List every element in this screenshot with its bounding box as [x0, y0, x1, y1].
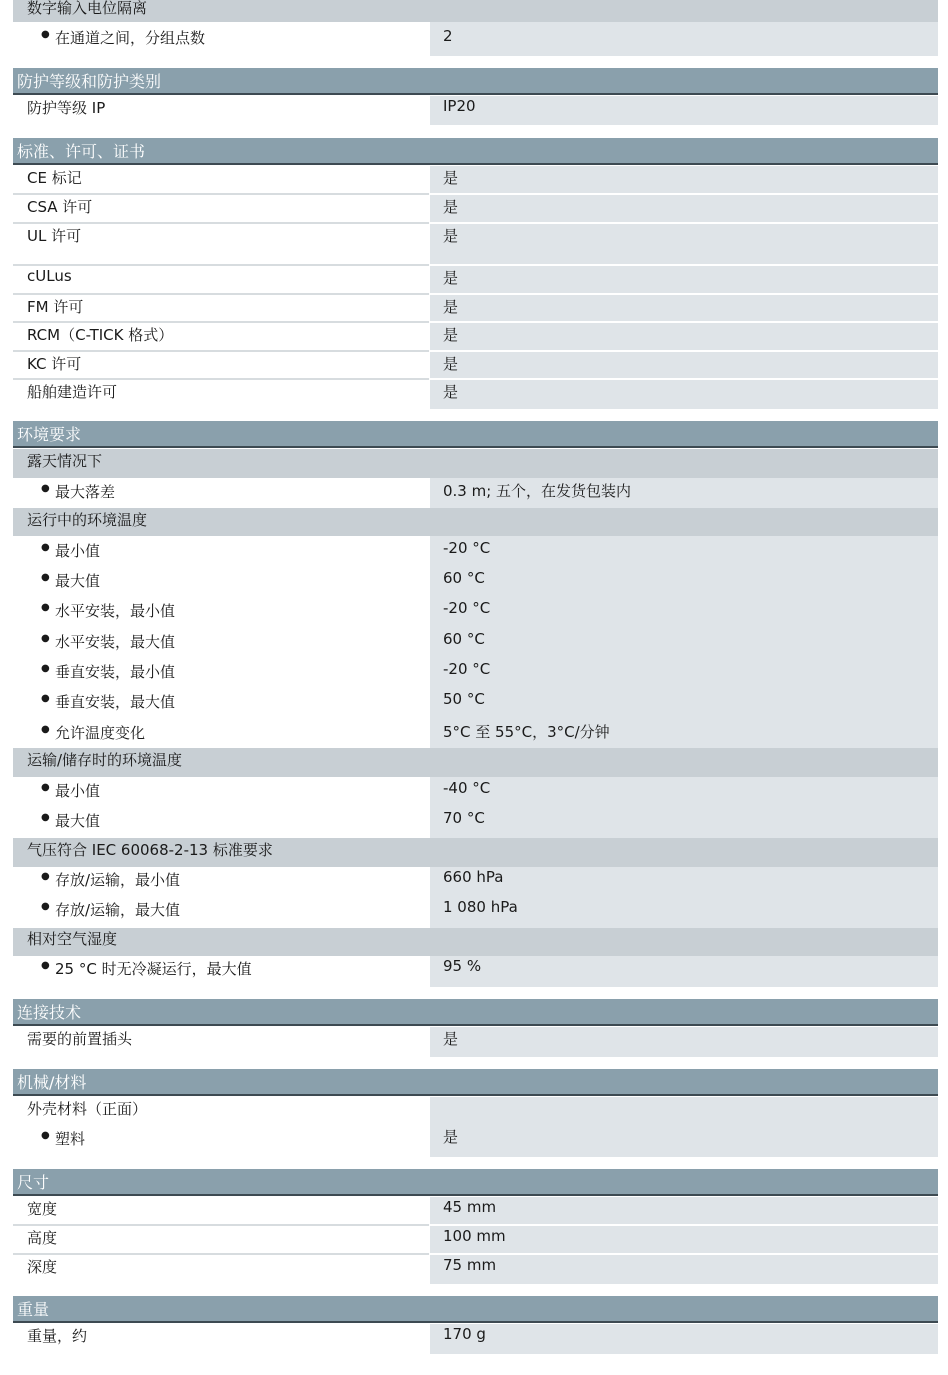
row-label: CSA 许可	[27, 198, 93, 216]
row-label: ● 在通道之间，分组点数	[55, 27, 205, 48]
row-label: ● 垂直安装，最大值	[55, 691, 175, 712]
row-label: ● 允许温度变化	[55, 722, 145, 743]
row-value: 75 mm	[443, 1256, 497, 1274]
row-label: CE 标记	[27, 169, 82, 187]
row-value: 是	[443, 1030, 459, 1048]
table-row	[13, 266, 938, 295]
row-label: ● 最大落差	[55, 481, 115, 502]
row-value: 1 080 hPa	[443, 898, 518, 916]
table-row	[13, 1255, 938, 1284]
row-value: -20 °C	[443, 599, 491, 617]
table-row	[13, 352, 938, 380]
table-row	[13, 718, 938, 748]
section-header-connection: 连接技术	[13, 999, 938, 1026]
row-value: 是	[443, 383, 459, 401]
subheader-storage-temp: 运输/储存时的环境温度	[13, 748, 938, 777]
section-header-weight: 重量	[13, 1296, 938, 1323]
table-row	[13, 224, 938, 266]
row-label: 宽度	[27, 1200, 58, 1218]
row-label: ● 25 °C 时无冷凝运行，最大值	[55, 958, 252, 979]
row-value: 660 hPa	[443, 868, 504, 886]
subheader-pressure: 气压符合 IEC 60068-2-13 标准要求	[13, 838, 938, 867]
table-row	[13, 478, 938, 508]
subheader-open-air: 露天情况下	[13, 449, 938, 478]
row-value: 2	[443, 27, 453, 45]
row-value: -40 °C	[443, 779, 491, 797]
row-label: ● 存放/运输，最小值	[55, 869, 180, 890]
table-row	[13, 96, 938, 125]
subheader-operating-temp: 运行中的环境温度	[13, 508, 938, 536]
row-value: 是	[443, 198, 459, 216]
row-value: 是	[443, 298, 459, 316]
subheader-humidity: 相对空气湿度	[13, 928, 938, 956]
row-value: 是	[443, 169, 459, 187]
table-row	[13, 195, 938, 224]
row-value: 是	[443, 269, 459, 287]
row-label: UL 许可	[27, 227, 82, 245]
row-value: -20 °C	[443, 539, 491, 557]
row-value: 是	[443, 227, 459, 245]
row-label: cULus	[27, 267, 72, 285]
row-label: ● 水平安装，最大值	[55, 631, 175, 652]
row-value: 是	[443, 326, 459, 344]
table-row	[13, 323, 938, 352]
table-row	[13, 380, 938, 409]
row-value: 60 °C	[443, 630, 485, 648]
table-row	[13, 627, 938, 657]
row-label: 防护等级 IP	[27, 99, 106, 117]
row-label: ● 最小值	[55, 540, 100, 561]
row-value: -20 °C	[443, 660, 491, 678]
row-value: 45 mm	[443, 1198, 497, 1216]
row-label: 深度	[27, 1258, 58, 1276]
section-header-protection: 防护等级和防护类别	[13, 68, 938, 95]
row-label: ● 最小值	[55, 780, 100, 801]
row-label: FM 许可	[27, 298, 84, 316]
table-row	[13, 657, 938, 687]
row-label: ● 水平安装，最小值	[55, 600, 175, 621]
housing-material-label: 外壳材料（正面）	[27, 1100, 148, 1118]
table-row	[13, 566, 938, 596]
table-row	[13, 1324, 938, 1354]
row-label: KC 许可	[27, 355, 82, 373]
table-row	[13, 536, 938, 566]
row-value: 5°C 至 55°C，3°C/分钟	[443, 723, 610, 741]
row-label: RCM（C-TICK 格式）	[27, 326, 174, 344]
row-value: 是	[443, 1128, 459, 1146]
row-value: 0.3 m; 五个，在发货包装内	[443, 482, 632, 500]
row-value: 是	[443, 355, 459, 373]
table-row	[13, 777, 938, 807]
row-label: 需要的前置插头	[27, 1030, 133, 1048]
row-label: ● 最大值	[55, 570, 100, 591]
row-label: ● 塑料	[55, 1128, 85, 1149]
section-header-environment: 环境要求	[13, 421, 938, 448]
row-label: ● 存放/运输，最大值	[55, 899, 180, 920]
table-row	[13, 295, 938, 323]
row-label: 重量，约	[27, 1327, 88, 1345]
table-row	[13, 867, 938, 897]
table-row	[13, 897, 938, 928]
isolation-subheader: 数字输入电位隔离	[13, 0, 938, 22]
row-value: 100 mm	[443, 1227, 506, 1245]
row-label: ● 最大值	[55, 810, 100, 831]
row-value: 60 °C	[443, 569, 485, 587]
table-row	[13, 166, 938, 195]
table-row	[13, 1197, 938, 1226]
table-row	[13, 596, 938, 627]
table-row	[13, 687, 938, 718]
section-header-dimensions: 尺寸	[13, 1169, 938, 1196]
row-value: 95 %	[443, 957, 482, 975]
table-row	[13, 22, 938, 56]
table-row	[13, 1226, 938, 1255]
table-row	[13, 807, 938, 838]
row-value: IP20	[443, 97, 476, 115]
row-label: 船舶建造许可	[27, 383, 118, 401]
table-row	[13, 956, 938, 987]
row-value: 50 °C	[443, 690, 485, 708]
table-row	[13, 1097, 938, 1157]
section-header-mechanics: 机械/材料	[13, 1069, 938, 1096]
row-label: 高度	[27, 1229, 58, 1247]
row-value: 70 °C	[443, 809, 485, 827]
row-value: 170 g	[443, 1325, 486, 1343]
section-header-standards: 标准、许可、证书	[13, 138, 938, 165]
row-label: ● 垂直安装，最小值	[55, 661, 175, 682]
table-row	[13, 1027, 938, 1057]
